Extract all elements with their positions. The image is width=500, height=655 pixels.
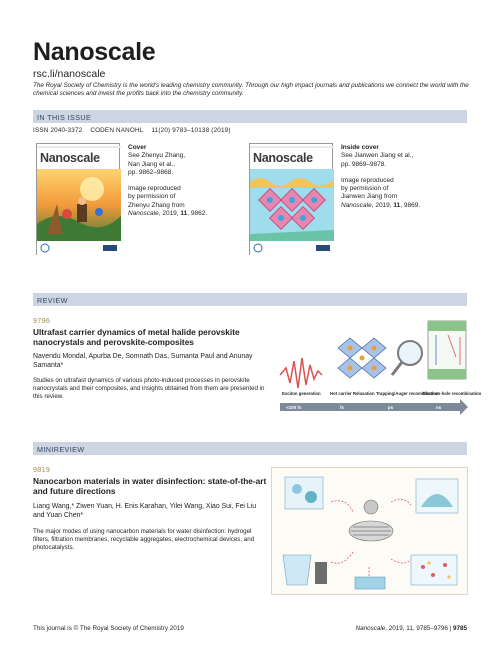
issn-line (33, 127, 237, 134)
review-authors: Navendu Mondal, Apurba De, Somnath Das, Sumanta Paul and Anunay Samanta* (33, 353, 253, 370)
journal-url[interactable]: rsc.li/nanoscale (33, 68, 106, 80)
process-label: Electron-hole recombination (423, 391, 482, 396)
timescale-label: ns (436, 405, 442, 410)
cover-line1: See Zhenyu Zhang, (128, 152, 186, 160)
journal-title: Nanoscale (33, 38, 156, 66)
minireview-page-number[interactable]: 9819 (33, 465, 51, 474)
minireview-article-title[interactable]: Nanocarbon materials in water disinfection: state-of-the-art and future directions (33, 476, 267, 497)
water-disinfection-graphic (271, 467, 468, 595)
minireview-abstract: The major modes of using nanocarbon materials for water disinfection: hydrogel filters, filtration membranes, recyclable aggregates, electrochemical devices, and photocatalysts. (33, 528, 255, 552)
review-toc-graphic (278, 313, 482, 418)
cover-line1: See Jianwen Jiang et al., (341, 152, 414, 160)
inside-cover-image[interactable] (249, 143, 333, 255)
inside-cover-title: Nanoscale (253, 151, 313, 165)
journal-description: The Royal Society of Chemistry is the world's leading chemistry community. Through our high impact journals and publications we connect the world with the chemical sciences and invest the profits back into the chemistry community. (33, 82, 469, 98)
cover-heading: Inside cover (341, 144, 379, 151)
cover-repro2: by permission of (341, 185, 389, 193)
minireview-authors: Liang Wang,* Ziwen Yuan, H. Enis Karahan, Yilei Wang, Xiao Sui, Fei Liu and Yuan Chen* (33, 503, 257, 520)
front-cover-image[interactable] (36, 143, 120, 255)
timescale-label: ps (388, 405, 394, 410)
timescale-label: fs (340, 405, 345, 410)
cover-repro3: Zhenyu Zhang from (128, 201, 185, 209)
review-page-number[interactable]: 9796 (33, 316, 51, 325)
cover-citation: Nanoscale, 2019, 11, 9869. (341, 201, 421, 209)
process-label: Trapping/Auger recombination (376, 391, 439, 396)
cover-line2: Nan Jiang et al., (128, 160, 175, 168)
footer-copyright: This journal is © The Royal Society of Chemistry 2019 (33, 625, 184, 632)
timescale-label: <100 fs (286, 405, 302, 410)
process-label: Exciton generation (282, 391, 321, 396)
in-this-issue-bar: IN THIS ISSUE (33, 110, 467, 123)
footer-citation: Nanoscale, 2019, 11, 9785–9796 | 9785 (355, 625, 467, 632)
minireview-section-bar: MINIREVIEW (33, 442, 467, 455)
process-label: Hot carrier Relaxation (330, 391, 375, 396)
footer-volume: , 2019, 11, 9785–9796 (385, 625, 448, 632)
front-cover-caption (128, 144, 207, 218)
cover-citation: Nanoscale, 2019, 11, 9862. (128, 210, 208, 218)
cover-pages[interactable]: pp. 9869–9878. (341, 160, 387, 168)
cover-repro1: Image reproduced (341, 176, 394, 184)
front-cover-title: Nanoscale (40, 151, 100, 165)
inside-cover-caption (341, 144, 420, 210)
coden: CODEN NANOHL (90, 127, 144, 134)
review-section-bar: REVIEW (33, 293, 467, 306)
cover-repro2: by permission of (128, 193, 176, 201)
cover-repro3: Jianwen Jiang from (341, 193, 397, 201)
footer-page-number: 9785 (452, 625, 467, 632)
volume-pages: 11(20) 9783–10138 (2019) (151, 127, 231, 134)
perovskite-dynamics-graphic (278, 313, 482, 418)
minireview-toc-graphic (271, 467, 468, 595)
cover-heading: Cover (128, 144, 147, 151)
review-abstract: Studies on ultrafast dynamics of various photo-induced processes in perovskite nanocrystals and their composites, and insights obtained from them are presented in this review. (33, 377, 265, 401)
cover-repro1: Image reproduced (128, 185, 181, 193)
review-article-title[interactable]: Ultrafast carrier dynamics of metal halide perovskite nanocrystals and perovskite-composites (33, 327, 240, 348)
footer-journal: Nanoscale (355, 625, 386, 632)
cover-pages[interactable]: pp. 9862–9868. (128, 168, 174, 176)
issn: ISSN 2040-3372 (33, 127, 83, 134)
